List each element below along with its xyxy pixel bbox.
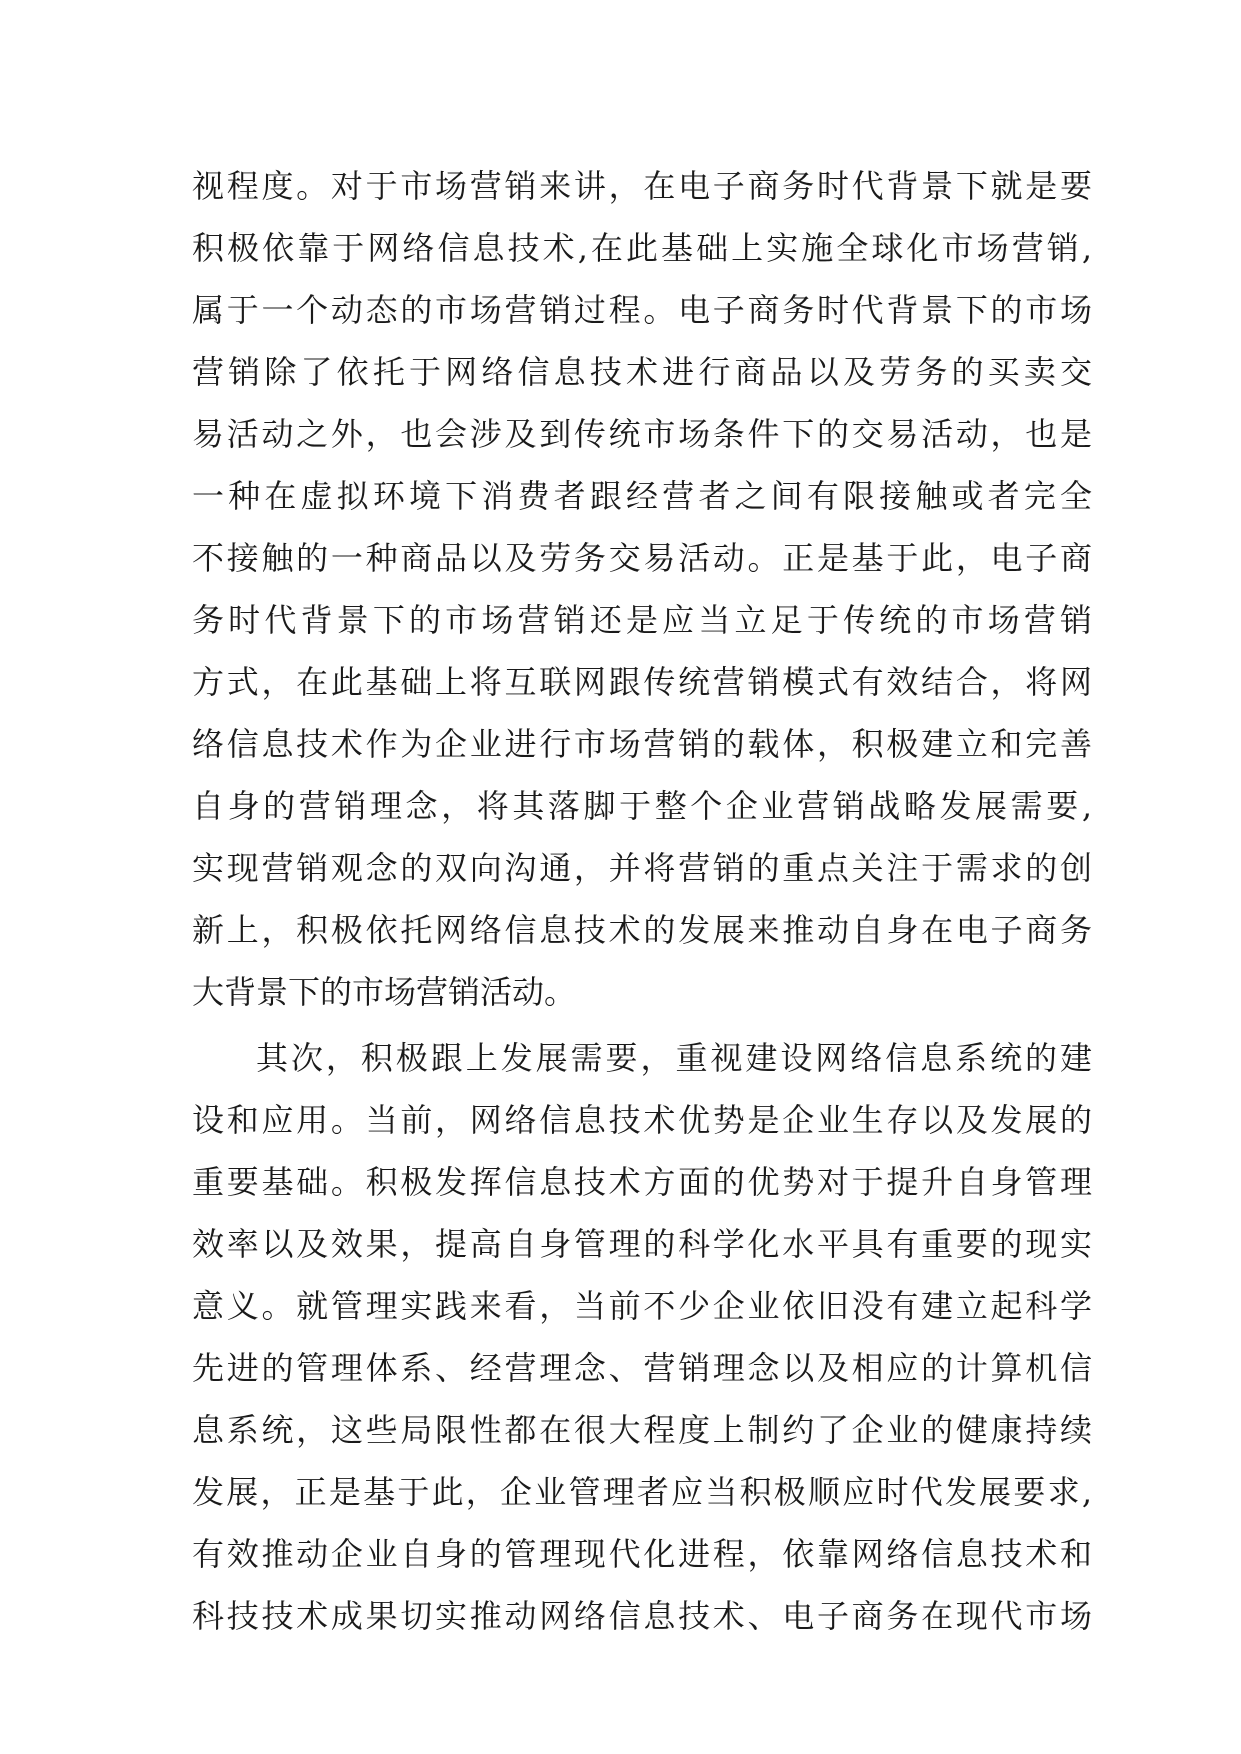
text-line: 营销除了依托于网络信息技术进行商品以及劳务的买卖交 [192, 353, 1092, 391]
text-line: 息系统，这些局限性都在很大程度上制约了企业的健康持续 [192, 1411, 1092, 1449]
document-body [192, 155, 1092, 1647]
paragraph-2 [192, 1027, 1092, 1647]
text-line: 易活动之外，也会涉及到传统市场条件下的交易活动，也是 [192, 415, 1092, 453]
text-line: 重要基础。积极发挥信息技术方面的优势对于提升自身管理 [192, 1163, 1092, 1201]
text-line: 有效推动企业自身的管理现代化进程，依靠网络信息技术和 [192, 1535, 1092, 1573]
text-line: 大背景下的市场营销活动。 [192, 973, 577, 1011]
text-line: 络信息技术作为企业进行市场营销的载体，积极建立和完善 [192, 725, 1092, 763]
text-line: 属于一个动态的市场营销过程。电子商务时代背景下的市场 [192, 291, 1092, 329]
text-line: 科技技术成果切实推动网络信息技术、电子商务在现代市场 [192, 1597, 1092, 1635]
text-line: 效率以及效果，提高自身管理的科学化水平具有重要的现实 [192, 1225, 1092, 1263]
text-line: 实现营销观念的双向沟通，并将营销的重点关注于需求的创 [192, 849, 1092, 887]
text-line: 意义。就管理实践来看，当前不少企业依旧没有建立起科学 [192, 1287, 1092, 1325]
text-line: 发展，正是基于此，企业管理者应当积极顺应时代发展要求, [192, 1473, 1092, 1511]
text-line: 一种在虚拟环境下消费者跟经营者之间有限接触或者完全 [192, 477, 1092, 515]
text-line: 自身的营销理念，将其落脚于整个企业营销战略发展需要, [192, 787, 1092, 825]
text-line: 务时代背景下的市场营销还是应当立足于传统的市场营销 [192, 601, 1092, 639]
text-line: 其次，积极跟上发展需要，重视建设网络信息系统的建 [256, 1039, 1092, 1077]
text-line: 视程度。对于市场营销来讲，在电子商务时代背景下就是要 [192, 167, 1092, 205]
text-line: 积极依靠于网络信息技术,在此基础上实施全球化市场营销, [192, 229, 1092, 267]
text-line: 设和应用。当前，网络信息技术优势是企业生存以及发展的 [192, 1101, 1092, 1139]
paragraph-1 [192, 155, 1092, 1023]
text-line: 不接触的一种商品以及劳务交易活动。正是基于此，电子商 [192, 539, 1092, 577]
text-line: 方式，在此基础上将互联网跟传统营销模式有效结合，将网 [192, 663, 1092, 701]
text-line: 新上，积极依托网络信息技术的发展来推动自身在电子商务 [192, 911, 1092, 949]
text-line: 先进的管理体系、经营理念、营销理念以及相应的计算机信 [192, 1349, 1092, 1387]
